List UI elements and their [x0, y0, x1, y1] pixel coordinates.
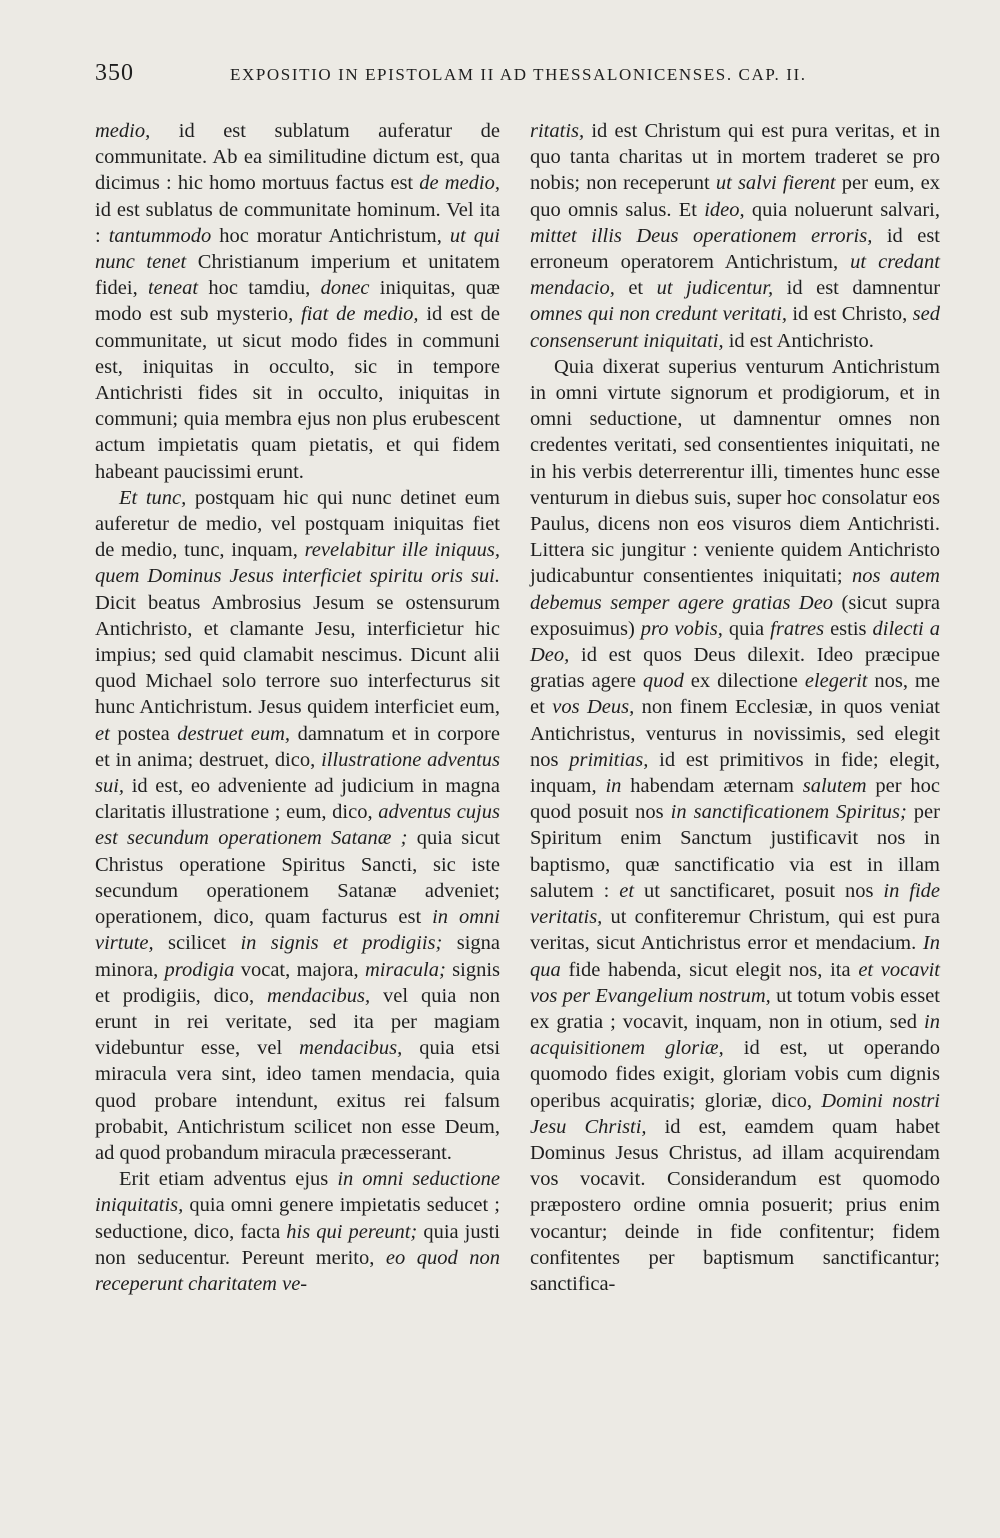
- italic-text: dilecti a Deo,: [530, 617, 940, 667]
- italic-text: primitias,: [569, 748, 649, 771]
- italic-text: ut salvi fierent: [715, 172, 836, 195]
- italic-text: in sanctificationem Spiritus;: [670, 801, 907, 824]
- italic-text: Et tunc,: [119, 486, 187, 509]
- italic-text: ritatis,: [530, 120, 585, 142]
- italic-text: et: [619, 879, 635, 902]
- paragraph: Et tunc, postquam hic qui nunc detinet eum auferetur de medio, vel postquam iniquitas fiet de medio, tunc, inquam, revelabitur ille iniquus, quem Dominus Jesus interficiet spiritu oris sui. Dicit beatus Ambrosius Jesum se ostensurum Antichristo, et clamante Jesu, interficietur hic impius; sed quid clamabit nescimus. Dicunt alii quod Michael solo terrore suo interfecturus sit hunc Antichristum. Jesus quidem interficiet eum, et postea destruet eum, damnatum et in corpore et in anima; destruet, dico, illustratione adventus sui, id est, eo adveniente ad judicium in magna claritatis illustratione ; eum, dico, adventus cujus est secundum operationem Satanæ ; quia sicut Christus operatione Spiritus Sancti, sic iste secundum operationem Satanæ adveniet; operationem, dico, quam facturus est in omni virtute, scilicet in signis et prodigiis; signa minora, prodigia vocat, majora, miracula; signis et prodigiis, dico, mendacibus, vel quia non erunt in rei veritate, sed ita per magiam videbuntur esse, vel mendacibus, quia etsi miracula vera sint, ideo tamen mendacia, quia quod probare intendunt, exitus rei falsum probabit, Antichristum scilicet non esse Deum, ad quod probandum miracula præcesserant.: [95, 486, 501, 1164]
- italic-text: omnes qui non credunt veritati,: [530, 303, 787, 326]
- italic-text: eo quod non receperunt charitatem ve-: [95, 1246, 500, 1295]
- italic-text: elegerit: [804, 670, 868, 693]
- italic-text: ut qui nunc tenet: [95, 224, 500, 274]
- italic-text: in fide veritatis,: [530, 879, 940, 929]
- italic-text: pro vobis,: [640, 617, 723, 640]
- italic-text: ut judicentur,: [656, 277, 774, 300]
- right-column: [530, 118, 940, 1297]
- italic-text: salutem: [802, 775, 867, 798]
- italic-text: ut credant mendacio,: [530, 251, 940, 300]
- italic-text: tantummodo: [108, 224, 212, 247]
- italic-text: his qui pereunt;: [286, 1220, 418, 1243]
- italic-text: in omni seductione iniquitatis,: [95, 1168, 500, 1217]
- italic-text: quod: [642, 670, 684, 693]
- italic-text: mendacibus,: [267, 984, 371, 1007]
- italic-text: fiat de medio,: [301, 303, 419, 326]
- page-header: [95, 60, 935, 90]
- italic-text: de medio,: [419, 172, 500, 195]
- italic-text: in signis et prodigiis;: [240, 932, 443, 955]
- italic-text: et vocavit vos per Evangelium nostrum,: [530, 958, 940, 1007]
- paragraph: ritatis, id est Christum qui est pura veritas, et in quo tanta charitas ut in mortem traderet se pro nobis; non receperunt ut salvi fierent per eum, ex quo omnis salus. Et ideo, quia noluerunt salvari, mittet illis Deus operationem erroris, id est erroneum operatorem Antichristum, ut credant mendacio, et ut judicentur, id est damnentur omnes qui non credunt veritati, id est Christo, sed consenserunt iniquitati, id est Antichristo.: [530, 120, 941, 352]
- italic-text: in omni virtute,: [95, 906, 500, 955]
- italic-text: sed consenserunt iniquitati,: [530, 303, 940, 352]
- running-head: EXPOSITIO IN EPISTOLAM II AD THESSALONICENSES. CAP. II.: [230, 65, 807, 84]
- italic-text: prodigia: [164, 958, 235, 981]
- italic-text: fratres: [770, 617, 825, 640]
- paragraph: medio, id est sublatum auferatur de communitate. Ab ea similitudine dictum est, qua dicimus : hic homo mortuus factus est de medio, id est sublatus de communitate hominum. Vel ita : tantummodo hoc moratur Antichristum, ut qui nunc tenet Christianum imperium et unitatem fidei, teneat hoc tamdiu, donec iniquitas, quæ modo est sub mysterio, fiat de medio, id est de communitate, ut sicut modo fides in communi est, iniquitas in occulto, sic in tempore Antichristi fides sit in occulto, iniquitas in communi; quia membra ejus non plus erubescent actum impietatis quam pietatis, et qui fidem habeant paucissimi erunt.: [95, 120, 500, 483]
- italic-text: in: [605, 775, 622, 798]
- italic-text: medio,: [95, 120, 151, 142]
- italic-text: miracula;: [364, 958, 446, 981]
- italic-text: In qua: [530, 932, 940, 981]
- left-column: [95, 118, 500, 1297]
- italic-text: mendacibus,: [299, 1037, 403, 1060]
- italic-text: donec: [320, 277, 370, 300]
- italic-text: teneat: [147, 277, 199, 300]
- italic-text: ideo,: [704, 198, 745, 221]
- italic-text: illustratione adventus sui,: [95, 748, 500, 798]
- paragraph: Quia dixerat superius venturum Antichristum in omni virtute signorum et prodigiorum, et in omni seductione, ut damnentur omnes non credentes veritati, sed consentientes iniquitati, ne in his verbis deterrerentur illi, timentes hunc esse venturum in diebus suis, super hoc consolatur eos Paulus, dicens non eos visuros diem Antichristi. Littera sic jungitur : veniente quidem Antichristo judicabuntur consentientes iniquitati; nos autem debemus semper agere gratias Deo (sicut supra exposuimus) pro vobis, quia fratres estis dilecti a Deo, id est quos Deus dilexit. Ideo præcipue gratias agere quod ex dilectione elegerit nos, me et vos Deus, non finem Ecclesiæ, in quos veniat Antichristus, venturus in novissimis, sed elegit nos primitias, id est primitivos in fide; elegit, inquam, in habendam æternam salutem per hoc quod posuit nos in sanctificationem Spiritus; per Spiritum enim Sanctum justificavit nos in baptismo, quæ sanctificatio via est in illam salutem : et ut sanctificaret, posuit nos in fide veritatis, ut confiteremur Christum, qui est pura veritas, sicut Antichristus error et mendacium. In qua fide habenda, sicut elegit nos, ita et vocavit vos per Evangelium nostrum, ut totum vobis esset ex gratia ; vocavit, inquam, non in otium, sed in acquisitionem gloriæ, id est, ut operando quomodo fides exigit, gloriam vobis cum dignis operibus acquiratis; gloriæ, dico, Domini nostri Jesu Christi, id est, eamdem quam habet Dominus Jesus Christus, ad illam acquirendam vos vocavit. Considerandum est quomodo præpostero ordine omnia posuerit; prius enim vocantur; deinde in fide confitentur; fidem confitentes per baptismum sanctificantur; sanctifica-: [530, 355, 940, 1295]
- italic-text: Domini nostri Jesu Christi,: [530, 1089, 940, 1138]
- italic-text: mittet illis Deus operationem erroris,: [530, 224, 873, 247]
- italic-text: nos autem debemus semper agere gratias Deo: [530, 565, 940, 614]
- italic-text: in acquisitionem gloriæ,: [530, 1010, 940, 1060]
- paragraph: Erit etiam adventus ejus in omni seductione iniquitatis, quia omni genere impietatis seducet ; seductione, dico, facta his qui pereunt; quia justi non seducentur. Pereunt merito, eo quod non receperunt charitatem ve-: [95, 1168, 500, 1295]
- page-number: 350: [95, 60, 134, 86]
- italic-text: et: [95, 722, 110, 745]
- italic-text: revelabitur ille iniquus, quem Dominus Jesus interficiet spiritu oris sui.: [95, 539, 500, 588]
- italic-text: destruet eum,: [177, 722, 291, 745]
- italic-text: vos Deus,: [552, 696, 635, 719]
- italic-text: adventus cujus est secundum operationem Satanæ ;: [95, 801, 500, 850]
